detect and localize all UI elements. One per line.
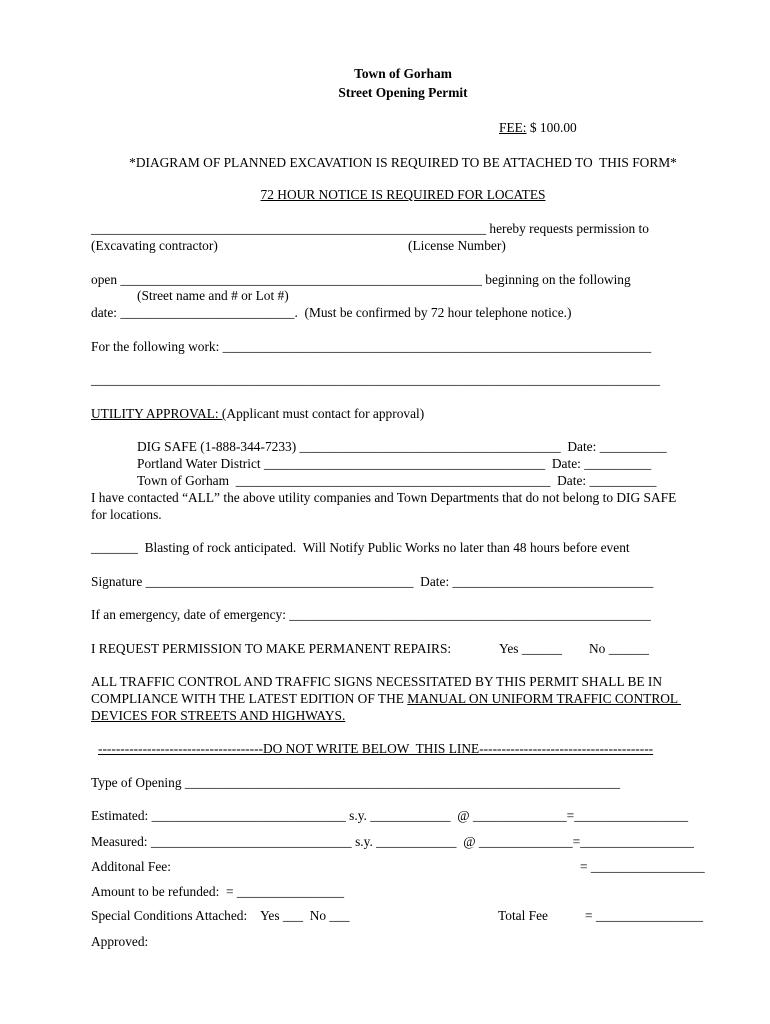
estimated-line: Estimated: _____________________________ s.y. ____________ @ ______________=_________________ [91,808,689,823]
locates-notice: 72 HOUR NOTICE IS REQUIRED FOR LOCATES [260,187,546,202]
digsafe-line: DIG SAFE (1-888-344-7233) _______________________________________ Date: __________ [137,439,667,454]
contacted-line-2: for locations. [91,507,162,522]
contractor-label: (Excavating contractor) [91,238,218,253]
permanent-repairs-no: No ______ [589,641,649,656]
portland-water-line: Portland Water District __________________________________________ Date: __________ [137,456,652,471]
manual-title-part-2: DEVICES FOR STREETS AND HIGHWAYS. [91,708,346,723]
license-label: (License Number) [408,238,506,253]
permit-title: Street Opening Permit [338,85,468,100]
start-date-line: date: __________________________. (Must be confirmed by 72 hour telephone notice.) [91,305,572,320]
additional-fee-value: = _________________ [580,859,705,874]
manual-title-part-1: MANUAL ON UNIFORM TRAFFIC CONTROL [407,691,681,706]
utility-approval-label: UTILITY APPROVAL: ( [91,406,227,421]
total-fee-value: = ________________ [585,908,704,923]
street-label: (Street name and # or Lot #) [137,288,289,303]
emergency-line: If an emergency, date of emergency: ______________________________________________________ [91,607,651,622]
refund-line: Amount to be refunded: = ________________ [91,884,345,899]
town-title: Town of Gorham [354,66,452,81]
fee-line [499,120,577,136]
town-gorham-line: Town of Gorham _______________________________________________ Date: __________ [137,473,657,488]
blasting-line: _______ Blasting of rock anticipated. Will Notify Public Works no later than 48 hours before event [91,540,630,555]
additional-fee-label: Additonal Fee: [91,859,171,874]
traffic-line-1: ALL TRAFFIC CONTROL AND TRAFFIC SIGNS NECESSITATED BY THIS PERMIT SHALL BE IN [91,674,663,689]
work-line-1: For the following work: ________________________________________________________________ [91,339,652,354]
work-line-2: _____________________________________________________________________________________ [91,372,661,387]
measured-line: Measured: ______________________________ s.y. ____________ @ ______________=_________________ [91,834,694,849]
utility-approval-heading [91,406,424,422]
utility-approval-note: Applicant must contact for approval) [226,406,425,421]
contractor-line: ___________________________________________________________ hereby requests permission to [91,221,649,236]
approved-label: Approved: [91,934,149,949]
permanent-repairs-label: I REQUEST PERMISSION TO MAKE PERMANENT REPAIRS: [91,641,452,656]
open-street-line: open ______________________________________________________ beginning on the following [91,272,631,287]
traffic-line-2-text: COMPLIANCE WITH THE LATEST EDITION OF THE [91,691,408,706]
contacted-line-1: I have contacted “ALL” the above utility companies and Town Departments that do not belong to DIG SAFE [91,490,677,505]
diagram-notice: *DIAGRAM OF PLANNED EXCAVATION IS REQUIRED TO BE ATTACHED TO THIS FORM* [129,155,677,170]
fee-label: FEE: [499,120,527,135]
type-of-opening-line: Type of Opening _________________________________________________________________ [91,775,621,790]
traffic-line-2 [91,691,681,707]
do-not-write-divider: -------------------------------------DO NOT WRITE BELOW THIS LINE--------------------------------------- [98,741,654,756]
special-conditions-line: Special Conditions Attached: Yes ___ No ___ [91,908,350,923]
total-fee-label: Total Fee [498,908,549,923]
fee-value: $ 100.00 [526,120,577,135]
permanent-repairs-yes: Yes ______ [499,641,563,656]
signature-line: Signature ________________________________________ Date: ______________________________ [91,574,654,589]
